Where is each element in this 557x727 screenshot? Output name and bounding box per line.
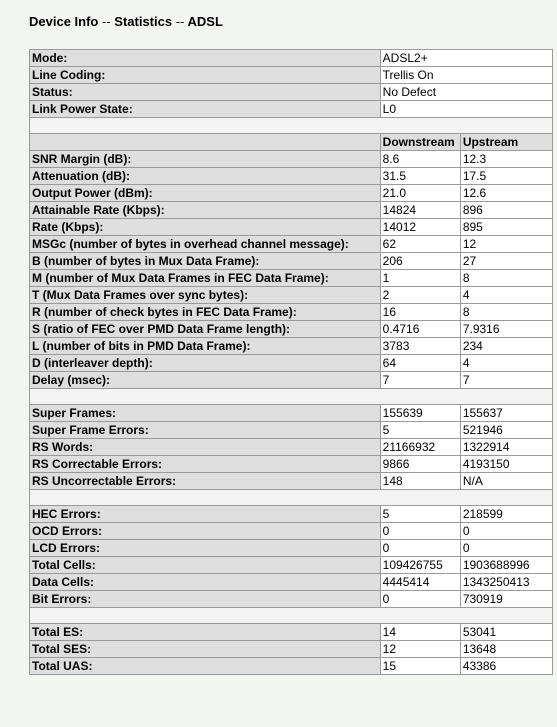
spacer-cell: [30, 490, 552, 505]
table-row: [30, 321, 552, 337]
downstream-value: 0.4716: [381, 321, 460, 337]
upstream-value: 521946: [461, 422, 552, 438]
row-label: Line Coding:: [30, 67, 380, 83]
row-label: HEC Errors:: [30, 506, 380, 522]
downstream-value: 14012: [381, 219, 460, 235]
downstream-value: 9866: [381, 456, 460, 472]
downstream-value: 109426755: [381, 557, 460, 573]
table-row: [30, 641, 552, 657]
downstream-value: 64: [381, 355, 460, 371]
downstream-value: 14824: [381, 202, 460, 218]
upstream-value: 12.3: [461, 151, 552, 167]
upstream-value: 234: [461, 338, 552, 354]
row-label: S (ratio of FEC over PMD Data Frame length):: [30, 321, 380, 337]
header-blank: [30, 134, 380, 150]
title-adsl: ADSL: [187, 14, 223, 29]
downstream-value: 31.5: [381, 168, 460, 184]
upstream-value: 1322914: [461, 439, 552, 455]
table-row: [30, 439, 552, 455]
table-row: [30, 506, 552, 522]
table-row: [30, 624, 552, 640]
table-row: [30, 50, 552, 66]
table-row: [30, 658, 552, 674]
row-label: RS Correctable Errors:: [30, 456, 380, 472]
row-label: Rate (Kbps):: [30, 219, 380, 235]
downstream-value: 7: [381, 372, 460, 388]
downstream-value: 14: [381, 624, 460, 640]
table-row: [30, 168, 552, 184]
spacer-cell: [30, 389, 552, 404]
downstream-value: 21166932: [381, 439, 460, 455]
table-row: [30, 355, 552, 371]
column-header-upstream: Upstream: [461, 134, 552, 150]
spacer-row: [30, 118, 552, 133]
table-row: [30, 84, 552, 100]
upstream-value: 4193150: [461, 456, 552, 472]
table-row: [30, 591, 552, 607]
upstream-value: 1343250413: [461, 574, 552, 590]
table-row: [30, 287, 552, 303]
downstream-value: 4445414: [381, 574, 460, 590]
downstream-value: 155639: [381, 405, 460, 421]
upstream-value: 0: [461, 540, 552, 556]
upstream-value: 896: [461, 202, 552, 218]
spacer-cell: [30, 118, 552, 133]
row-label: Bit Errors:: [30, 591, 380, 607]
upstream-value: 53041: [461, 624, 552, 640]
title-separator: --: [175, 14, 185, 29]
row-label: R (number of check bytes in FEC Data Frame):: [30, 304, 380, 320]
spacer-cell: [30, 608, 552, 623]
row-label: D (interleaver depth):: [30, 355, 380, 371]
table-row: [30, 473, 552, 489]
table-row: [30, 67, 552, 83]
upstream-value: 8: [461, 270, 552, 286]
table-row: [30, 405, 552, 421]
upstream-value: 155637: [461, 405, 552, 421]
row-label: L (number of bits in PMD Data Frame):: [30, 338, 380, 354]
upstream-value: 12: [461, 236, 552, 252]
downstream-value: 21.0: [381, 185, 460, 201]
row-label: OCD Errors:: [30, 523, 380, 539]
upstream-value: 1903688996: [461, 557, 552, 573]
row-label: T (Mux Data Frames over sync bytes):: [30, 287, 380, 303]
table-row: [30, 219, 552, 235]
downstream-value: 8.6: [381, 151, 460, 167]
table-row: [30, 540, 552, 556]
upstream-value: 8: [461, 304, 552, 320]
row-label: RS Words:: [30, 439, 380, 455]
row-label: Data Cells:: [30, 574, 380, 590]
table-row: [30, 202, 552, 218]
upstream-value: 218599: [461, 506, 552, 522]
row-label: Super Frames:: [30, 405, 380, 421]
table-row: [30, 236, 552, 252]
downstream-value: 148: [381, 473, 460, 489]
downstream-value: 15: [381, 658, 460, 674]
table-row: [30, 253, 552, 269]
row-label: MSGc (number of bytes in overhead channel message):: [30, 236, 380, 252]
downstream-value: 0: [381, 540, 460, 556]
table-row: [30, 101, 552, 117]
table-row: [30, 422, 552, 438]
upstream-value: 4: [461, 355, 552, 371]
upstream-value: 17.5: [461, 168, 552, 184]
downstream-value: 1: [381, 270, 460, 286]
statistics-table-body: [30, 50, 552, 674]
row-label: Status:: [30, 84, 380, 100]
downstream-value: 0: [381, 591, 460, 607]
title-separator: --: [101, 14, 111, 29]
title-statistics: Statistics: [114, 14, 173, 29]
row-label: Super Frame Errors:: [30, 422, 380, 438]
table-row: [30, 523, 552, 539]
table-row: [30, 185, 552, 201]
upstream-value: 7: [461, 372, 552, 388]
row-label: RS Uncorrectable Errors:: [30, 473, 380, 489]
row-value: ADSL2+: [381, 50, 552, 66]
downstream-value: 62: [381, 236, 460, 252]
upstream-value: 895: [461, 219, 552, 235]
upstream-value: 27: [461, 253, 552, 269]
table-row: [30, 151, 552, 167]
adsl-statistics-table: [29, 49, 553, 675]
table-row: [30, 270, 552, 286]
table-row: [30, 304, 552, 320]
row-value: L0: [381, 101, 552, 117]
row-label: Delay (msec):: [30, 372, 380, 388]
row-label: Attenuation (dB):: [30, 168, 380, 184]
downstream-value: 5: [381, 506, 460, 522]
upstream-value: 12.6: [461, 185, 552, 201]
table-row: [30, 372, 552, 388]
row-label: Total UAS:: [30, 658, 380, 674]
table-row: [30, 456, 552, 472]
upstream-value: 730919: [461, 591, 552, 607]
row-label: Total Cells:: [30, 557, 380, 573]
row-label: Total SES:: [30, 641, 380, 657]
upstream-value: 43386: [461, 658, 552, 674]
page-title: [29, 14, 223, 29]
title-device-info: Device Info: [29, 14, 99, 29]
downstream-value: 2: [381, 287, 460, 303]
row-label: B (number of bytes in Mux Data Frame):: [30, 253, 380, 269]
row-label: LCD Errors:: [30, 540, 380, 556]
spacer-row: [30, 490, 552, 505]
spacer-row: [30, 608, 552, 623]
row-label: Output Power (dBm):: [30, 185, 380, 201]
upstream-value: 13648: [461, 641, 552, 657]
downstream-value: 12: [381, 641, 460, 657]
row-value: No Defect: [381, 84, 552, 100]
row-label: Mode:: [30, 50, 380, 66]
column-header-row: [30, 134, 552, 150]
downstream-value: 5: [381, 422, 460, 438]
row-label: Total ES:: [30, 624, 380, 640]
row-label: Link Power State:: [30, 101, 380, 117]
downstream-value: 0: [381, 523, 460, 539]
upstream-value: 4: [461, 287, 552, 303]
upstream-value: 0: [461, 523, 552, 539]
table-row: [30, 574, 552, 590]
upstream-value: 7.9316: [461, 321, 552, 337]
table-row: [30, 557, 552, 573]
downstream-value: 16: [381, 304, 460, 320]
row-label: M (number of Mux Data Frames in FEC Data Frame):: [30, 270, 380, 286]
spacer-row: [30, 389, 552, 404]
row-value: Trellis On: [381, 67, 552, 83]
downstream-value: 3783: [381, 338, 460, 354]
column-header-downstream: Downstream: [381, 134, 460, 150]
table-row: [30, 338, 552, 354]
row-label: Attainable Rate (Kbps):: [30, 202, 380, 218]
downstream-value: 206: [381, 253, 460, 269]
row-label: SNR Margin (dB):: [30, 151, 380, 167]
upstream-value: N/A: [461, 473, 552, 489]
